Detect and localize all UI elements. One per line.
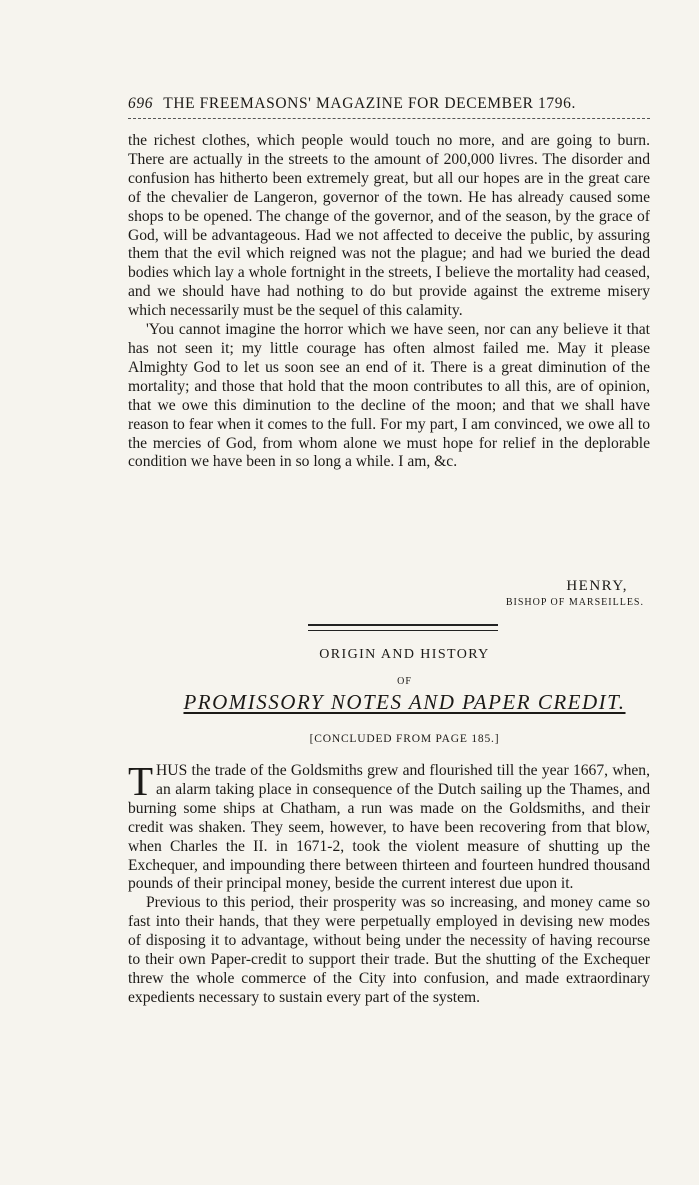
article-paragraph-1	[128, 758, 650, 894]
article-title-line-1: ORIGIN AND HISTORY	[319, 647, 490, 662]
header-rule	[128, 118, 650, 119]
page-number: 696	[128, 95, 154, 112]
letter-text	[128, 132, 650, 472]
concluded-note: [CONCLUDED FROM PAGE 185.]	[309, 733, 500, 745]
running-header	[128, 95, 650, 113]
drop-cap: T	[128, 758, 154, 804]
signature-title: BISHOP OF MARSEILLES.	[505, 597, 644, 608]
letter-paragraph-1: the richest clothes, which people would touch no more, and are going to burn. There are actually in the streets to the amount of 200,000 livres. The disorder and confusion has hitherto been extremely great, but all our hopes are in the great care of the chevalier de Langeron, governor of the town. He has already caused some shops to be opened. The change of the governor, and of the season, by the grace of God, will be advantageous. Had we not affected to deceive the public, by assuring them that the evil which reigned was not the plague; and had we buried the dead bodies which lay a whole fortnight in the streets, I believe the mortality had ceased, and we should have had nothing to do but provide against the extreme misery which necessarily must be the sequel of this calamity.	[128, 132, 650, 320]
article-title-line-3: PROMISSORY NOTES AND PAPER CREDIT.	[183, 690, 626, 714]
article-title-line-2: OF	[397, 676, 412, 687]
letter-paragraph-2: 'You cannot imagine the horror which we have seen, nor can any believe it that has not seen it; my little courage has often almost failed me. May it please Almighty God to let us soon see an end of it. There is a great diminution of the mortality; and those that hold that the moon contributes to all this, are of opinion, that we owe this diminution to the decline of the moon; and that we shall have reason to fear when it comes to the full. For my part, I am convinced, we owe all to the mercies of God, from whom alone we must hope for relief in the deplorable condition we have been in so long a while. I am, &c.	[128, 321, 650, 471]
article-paragraph-2: Previous to this period, their prosperity was so increasing, and money came so fast into their hands, that they were perpetually employed in devising new modes of disposing it to advantage, without being under the necessity of having recourse to their own Paper-credit to support their trade. But the shutting of the Exchequer threw the whole commerce of the City into confusion, and made extraordinary expedients necessary to sustain every part of the system.	[128, 894, 650, 1006]
article-text	[128, 758, 650, 1008]
section-divider	[308, 624, 498, 631]
article-paragraph-1-text: HUS the trade of the Goldsmiths grew and flourished till the year 1667, when, an alarm taking place in consequence of the Dutch sailing up the Thames, and burning some ships at Chatham, a run was made on the Goldsmiths, and their credit was shaken. They seem, however, to have been recovering from that blow, when Charles the II. in 1671-2, took the violent measure of shutting up the Exchequer, and impounding there between thirteen and fourteen hundred thousand pounds of their principal money, beside the current interest due upon it.	[128, 762, 650, 893]
signature-block	[506, 578, 644, 608]
running-title: THE FREEMASONS' MAGAZINE FOR DECEMBER 1796.	[163, 95, 576, 112]
signature-name: HENRY,	[566, 578, 628, 594]
